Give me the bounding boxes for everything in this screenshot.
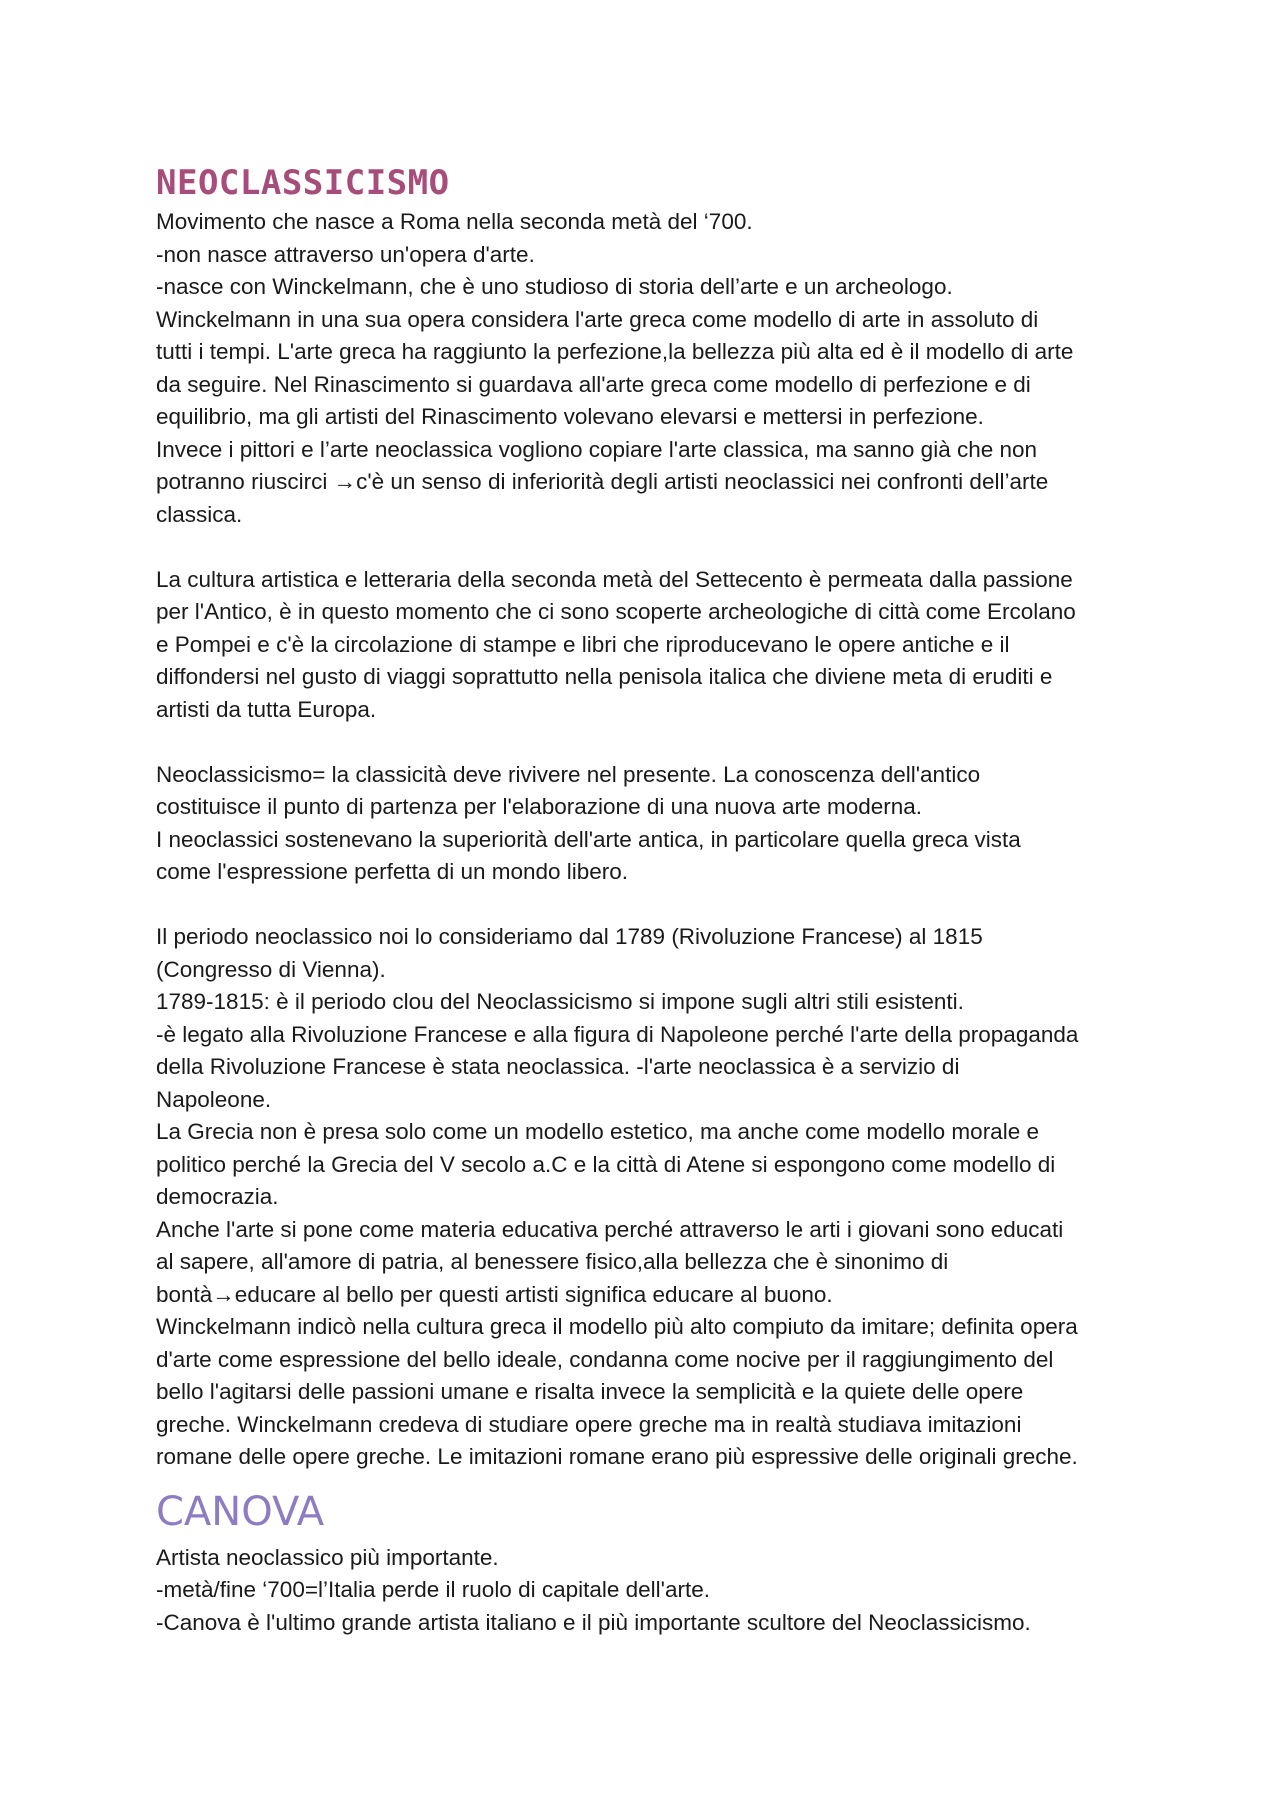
text-line: democrazia. xyxy=(156,1184,279,1209)
text-line: Il periodo neoclassico noi lo consideriamo dal 1789 (Rivoluzione Francese) al 1815 xyxy=(156,924,983,949)
text-line: Invece i pittori e l’arte neoclassica vogliono copiare l'arte classica, ma sanno già che non xyxy=(156,436,1038,462)
text-line: equilibrio, ma gli artisti del Rinascimento volevano elevarsi e mettersi in perfezione. xyxy=(156,404,984,429)
text-line: Movimento che nasce a Roma nella seconda metà del ‘700. xyxy=(156,209,753,234)
text-line: e Pompei e c'è la circolazione di stampe e libri che riproducevano le opere antiche e il xyxy=(156,631,1010,657)
text-line: greche. Winckelmann credeva di studiare opere greche ma in realtà studiava imitazioni xyxy=(156,1411,1022,1437)
text-line: romane delle opere greche. Le imitazioni romane erano più espressive delle originali greche. xyxy=(156,1444,1078,1469)
text-line: Winckelmann in una sua opera considera l'arte greca come modello di arte in assoluto di xyxy=(156,306,1039,332)
text-line: La cultura artistica e letteraria della seconda metà del Settecento è permeata dalla passione xyxy=(156,566,1073,592)
section-neoclassicismo-body xyxy=(156,206,1141,1474)
text-line: tutti i tempi. L'arte greca ha raggiunto la perfezione,la bellezza più alta ed è il modello di arte xyxy=(156,339,1074,364)
text-line: -metà/fine ‘700=l’Italia perde il ruolo di capitale dell'arte. xyxy=(156,1577,710,1602)
text-line: 1789-1815: è il periodo clou del Neoclassicismo si impone sugli altri stili esistenti. xyxy=(156,989,964,1014)
text-line: d'arte come espressione del bello ideale, condanna come nocive per il raggiungimento del xyxy=(156,1346,1054,1372)
text-line: Winckelmann indicò nella cultura greca il modello più alto compiuto da imitare; definita opera xyxy=(156,1314,1078,1339)
text-line: bello l'agitarsi delle passioni umane e risalta invece la semplicità e la quiete delle opere xyxy=(156,1379,1024,1404)
text-line: -Canova è l'ultimo grande artista italiano e il più importante scultore del Neoclassicismo. xyxy=(156,1609,1031,1635)
text-line: diffondersi nel gusto di viaggi soprattutto nella penisola italica che diviene meta di eruditi e xyxy=(156,664,1053,689)
text-line: da seguire. Nel Rinascimento si guardava all'arte greca come modello di perfezione e di xyxy=(156,371,1031,397)
text-line: per l'Antico, è in questo momento che ci sono scoperte archeologiche di città come Ercolano xyxy=(156,599,1076,624)
text-line: come l'espressione perfetta di un mondo libero. xyxy=(156,859,629,884)
heading-neoclassicismo: NEOCLASSICISMO xyxy=(156,163,450,203)
text-line: artisti da tutta Europa. xyxy=(156,696,377,722)
text-line: Anche l'arte si pone come materia educativa perché attraverso le arti i giovani sono educati xyxy=(156,1216,1064,1242)
text-line: classica. xyxy=(156,501,243,527)
text-line: bontà→educare al bello per questi artisti significa educare al buono. xyxy=(156,1281,833,1307)
text-line: -nasce con Winckelmann, che è uno studioso di storia dell’arte e un archeologo. xyxy=(156,274,953,299)
paragraph-gap xyxy=(156,531,1141,564)
text-line: al sapere, all'amore di patria, al benessere fisico,alla bellezza che è sinonimo di xyxy=(156,1249,949,1274)
text-line: potranno riuscirci →c'è un senso di inferiorità degli artisti neoclassici nei confronti dell’arte xyxy=(156,469,1049,494)
text-line: -è legato alla Rivoluzione Francese e alla figura di Napoleone perché l'arte della propaganda xyxy=(156,1021,1079,1047)
text-line: (Congresso di Vienna). xyxy=(156,956,386,982)
text-line: della Rivoluzione Francese è stata neoclassica. -l'arte neoclassica è a servizio di xyxy=(156,1054,960,1079)
heading-canova: CANOVA xyxy=(156,1488,325,1535)
text-line: Neoclassicismo= la classicità deve rivivere nel presente. La conoscenza dell'antico xyxy=(156,761,981,787)
text-line: -non nasce attraverso un'opera d'arte. xyxy=(156,241,535,267)
text-line: Napoleone. xyxy=(156,1086,272,1112)
text-line: La Grecia non è presa solo come un modello estetico, ma anche come modello morale e xyxy=(156,1119,1039,1144)
paragraph-gap xyxy=(156,889,1141,922)
text-line: Artista neoclassico più importante. xyxy=(156,1544,499,1570)
text-line: costituisce il punto di partenza per l'elaborazione di una nuova arte moderna. xyxy=(156,794,923,819)
text-line: politico perché la Grecia del V secolo a.C e la città di Atene si espongono come modello di xyxy=(156,1151,1056,1177)
document-content xyxy=(156,162,1141,1639)
paragraph-gap xyxy=(156,726,1141,759)
section-canova-body xyxy=(156,1542,1141,1640)
text-line: I neoclassici sostenevano la superiorità dell'arte antica, in particolare quella greca vista xyxy=(156,826,1021,852)
